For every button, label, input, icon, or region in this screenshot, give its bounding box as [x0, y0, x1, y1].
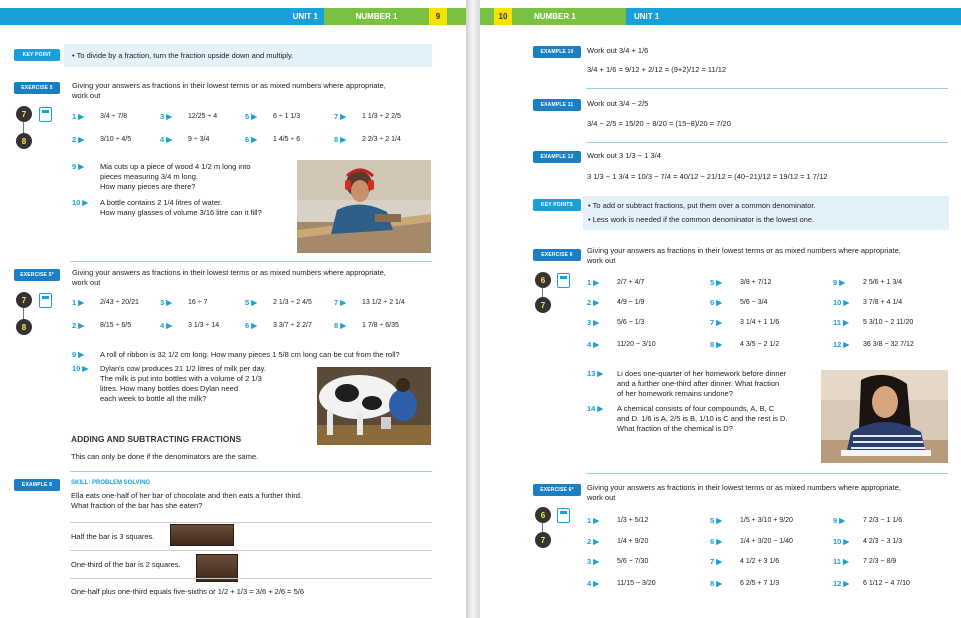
section-heading: ADDING AND SUBTRACTING FRACTIONS — [71, 434, 242, 444]
example-10-label: EXAMPLE 10 — [533, 46, 581, 58]
question-number: 2 ▶ — [587, 537, 600, 546]
question-number: 11 ▶ — [833, 318, 849, 327]
question-number: 7 ▶ — [334, 298, 347, 307]
divider — [70, 522, 432, 523]
example-text: Half the bar is 3 squares. — [71, 532, 155, 541]
example-text: One-third of the bar is 2 squares. — [71, 560, 181, 569]
fraction-expression: 5/6 − 1/3 — [617, 318, 645, 326]
question-number: 2 ▶ — [587, 298, 600, 307]
exercise-5-star-intro: Giving your answers as fractions in their lowest terms or as mixed numbers where appropriate, work out — [72, 268, 386, 287]
question-number: 7 ▶ — [710, 557, 723, 566]
question-text: Dylan's cow produces 21 1/2 litres of milk per day. — [100, 364, 266, 373]
question-text: A chemical consists of four compounds, A, B, C — [617, 404, 775, 413]
question-number: 4 ▶ — [587, 340, 600, 349]
question-number: 5 ▶ — [710, 516, 723, 525]
fraction-expression: 12/25 ÷ 4 — [188, 112, 218, 120]
exercise-6-intro: Giving your answers as fractions in their lowest terms or as mixed numbers where appropriate, work out — [587, 246, 901, 265]
question-text: litres. How many bottles does Dylan need — [100, 384, 238, 393]
fraction-expression: 2/7 + 4/7 — [617, 278, 645, 286]
fraction-expression: 36 3/8 − 32 7/12 — [863, 340, 914, 348]
question-text: of her homework remains undone? — [617, 389, 733, 398]
question-number: 10 ▶ — [72, 364, 89, 373]
level-6-icon: 6 — [535, 507, 551, 523]
fraction-expression: 2 1/3 ÷ 2 4/5 — [273, 298, 312, 306]
fraction-expression: 2 5/6 + 1 3/4 — [863, 278, 903, 286]
fraction-expression: 6 2/5 + 7 1/3 — [740, 579, 780, 587]
question-number: 14 ▶ — [587, 404, 604, 413]
level-8-icon: 8 — [16, 319, 32, 335]
level-connector-line — [542, 288, 543, 297]
question-text: A roll of ribbon is 32 1/2 cm long. How many pieces 1 5/8 cm long can be cut from the roll? — [100, 350, 400, 359]
fraction-expression: 1/4 + 3/20 − 1/40 — [740, 537, 793, 545]
question-text: How many glasses of volume 3/16 litre can it fill? — [100, 208, 262, 217]
example-prompt: Work out 3/4 − 2/5 — [587, 99, 649, 108]
header-tail — [447, 8, 466, 25]
fraction-expression: 2 2/3 ÷ 2 1/4 — [362, 135, 401, 143]
fraction-expression: 1 4/5 ÷ 6 — [273, 135, 301, 143]
question-number: 4 ▶ — [587, 579, 600, 588]
fraction-expression: 8/15 ÷ 6/5 — [100, 321, 132, 329]
question-number: 9 ▶ — [72, 162, 85, 171]
exercise-6-star-label: EXERCISE 6* — [533, 484, 581, 496]
fraction-expression: 6 1/12 − 4 7/10 — [863, 579, 910, 587]
fraction-expression: 1/4 + 9/20 — [617, 537, 649, 545]
header-unit — [0, 8, 324, 25]
level-8-icon: 8 — [16, 133, 32, 149]
question-text: each week to bottle all the milk? — [100, 394, 207, 403]
question-number: 3 ▶ — [587, 318, 600, 327]
section-divider — [70, 261, 432, 262]
question-number: 10 ▶ — [72, 198, 89, 207]
question-number: 1 ▶ — [72, 112, 85, 121]
question-text: and D. 1/6 is A, 2/5 is B, 1/10 is C and the rest is D. — [617, 414, 788, 423]
question-number: 5 ▶ — [245, 112, 258, 121]
question-number: 6 ▶ — [710, 298, 723, 307]
question-number: 3 ▶ — [587, 557, 600, 566]
header-number-text: NUMBER 1 — [534, 12, 576, 21]
question-number: 4 ▶ — [160, 321, 173, 330]
question-text: The milk is put into bottles with a volume of 2 1/3 — [100, 374, 262, 383]
question-text: pieces measuring 3/4 m long. — [100, 172, 198, 181]
question-number: 9 ▶ — [72, 350, 85, 359]
question-number: 6 ▶ — [245, 135, 258, 144]
fraction-expression: 7 2/3 − 8/9 — [863, 557, 897, 565]
exercise-6-label: EXERCISE 6 — [533, 249, 581, 261]
level-6-icon: 6 — [535, 272, 551, 288]
exercise-5-label: EXERCISE 5 — [14, 82, 60, 94]
calculator-icon — [557, 508, 570, 523]
chocolate-bar-half — [170, 524, 234, 546]
calculator-crossed-icon — [39, 107, 52, 122]
example-prompt: Work out 3/4 + 1/6 — [587, 46, 649, 55]
question-number: 7 ▶ — [334, 112, 347, 121]
example-text: One-half plus one-third equals five-sixths or 1/2 + 1/3 = 3/6 + 2/6 = 5/6 — [71, 587, 305, 596]
question-number: 8 ▶ — [334, 135, 347, 144]
question-text: Li does one-quarter of her homework before dinner — [617, 369, 787, 378]
example-text: What fraction of the bar has she eaten? — [71, 501, 203, 510]
fraction-expression: 13 1/2 ÷ 2 1/4 — [362, 298, 405, 306]
question-number: 1 ▶ — [587, 516, 600, 525]
header-page-number — [429, 8, 447, 25]
fraction-expression: 1 1/3 ÷ 2 2/5 — [362, 112, 401, 120]
fraction-expression: 3 7/8 + 4 1/4 — [863, 298, 903, 306]
fraction-expression: 3 3/7 ÷ 2 2/7 — [273, 321, 312, 329]
photo-studying-girl — [821, 370, 948, 463]
question-number: 5 ▶ — [245, 298, 258, 307]
header-page-number — [494, 8, 512, 25]
question-number: 3 ▶ — [160, 112, 173, 121]
question-number: 8 ▶ — [710, 579, 723, 588]
question-number: 7 ▶ — [710, 318, 723, 327]
fraction-expression: 4 2/3 − 3 1/3 — [863, 537, 903, 545]
fraction-expression: 3/10 ÷ 4/5 — [100, 135, 132, 143]
key-point-text: • To divide by a fraction, turn the fraction upside down and multiply. — [72, 51, 294, 60]
section-divider — [586, 473, 948, 474]
question-number: 12 ▶ — [833, 340, 850, 349]
exercise-6-star-intro: Giving your answers as fractions in their lowest terms or as mixed numbers where appropriate, work out — [587, 483, 901, 502]
fraction-expression: 5 3/10 − 2 11/20 — [863, 318, 914, 326]
photo-milking-cow — [317, 367, 431, 445]
exercise-5-star-label: EXERCISE 5* — [14, 269, 60, 281]
question-number: 4 ▶ — [160, 135, 173, 144]
section-divider — [586, 142, 948, 143]
section-subtitle: This can only be done if the denominators are the same. — [71, 452, 259, 461]
fraction-expression: 3 1/3 ÷ 14 — [188, 321, 220, 329]
exercise-5-intro: Giving your answers as fractions in their lowest terms or as mixed numbers where appropriate, work out — [72, 81, 386, 100]
calculator-crossed-icon — [557, 273, 570, 288]
divider — [70, 550, 432, 551]
example-working: 3/4 − 2/5 = 15/20 − 8/20 = (15−8)/20 = 7/20 — [587, 119, 731, 128]
level-7-icon: 7 — [16, 106, 32, 122]
key-points-label: KEY POINTS — [533, 199, 581, 211]
question-number: 8 ▶ — [334, 321, 347, 330]
header-number-text: NUMBER 1 — [355, 12, 398, 21]
calculator-icon — [39, 293, 52, 308]
example-working: 3/4 + 1/6 = 9/12 + 2/12 = (9+2)/12 = 11/12 — [587, 65, 727, 74]
fraction-expression: 4 1/2 + 3 1/6 — [740, 557, 780, 565]
example-11-label: EXAMPLE 11 — [533, 99, 581, 111]
photo-woodwork — [297, 160, 431, 253]
question-number: 10 ▶ — [833, 537, 850, 546]
question-number: 5 ▶ — [710, 278, 723, 287]
question-number: 2 ▶ — [72, 321, 85, 330]
level-connector-line — [23, 122, 24, 133]
section-divider — [586, 88, 948, 89]
question-number: 3 ▶ — [160, 298, 173, 307]
question-text: How many pieces are there? — [100, 182, 196, 191]
header-number — [512, 8, 626, 25]
level-7-icon: 7 — [535, 297, 551, 313]
question-number: 12 ▶ — [833, 579, 850, 588]
question-number: 9 ▶ — [833, 516, 846, 525]
question-number: 9 ▶ — [833, 278, 846, 287]
photo-studying-girl-image — [821, 370, 948, 463]
fraction-expression: 1/5 + 3/10 + 9/20 — [740, 516, 793, 524]
page-number-text: 9 — [435, 12, 441, 21]
example-working: 3 1/3 − 1 3/4 = 10/3 − 7/4 = 40/12 − 21/12 = (40−21)/12 = 19/12 = 1 7/12 — [587, 172, 828, 181]
example-prompt: Work out 3 1/3 − 1 3/4 — [587, 151, 661, 160]
level-connector-line — [542, 523, 543, 532]
divider — [70, 578, 432, 579]
fraction-expression: 7 2/3 − 1 1/6 — [863, 516, 903, 524]
level-7-icon: 7 — [535, 532, 551, 548]
header-tail — [480, 8, 494, 25]
fraction-expression: 1 7/8 ÷ 6/35 — [362, 321, 399, 329]
example-12-label: EXAMPLE 12 — [533, 151, 581, 163]
fraction-expression: 4/9 − 1/9 — [617, 298, 645, 306]
example-text: Ella eats one-half of her bar of chocolate and then eats a further third. — [71, 491, 302, 500]
key-point-label: KEY POINT — [14, 49, 60, 61]
header-number — [324, 8, 429, 25]
key-point-text: • Less work is needed if the common denominator is the lowest one. — [588, 215, 815, 224]
photo-woodwork-image — [297, 160, 431, 253]
question-number: 6 ▶ — [245, 321, 258, 330]
question-text: Mia cuts up a piece of wood 4 1/2 m long into — [100, 162, 251, 171]
header-unit — [626, 8, 961, 25]
right-page — [480, 0, 961, 618]
fraction-expression: 5/6 − 7/30 — [617, 557, 649, 565]
header-unit-text: UNIT 1 — [634, 12, 660, 21]
fraction-expression: 16 ÷ 7 — [188, 298, 208, 306]
header-unit-text: UNIT 1 — [292, 12, 318, 21]
left-page — [0, 0, 466, 618]
fraction-expression: 5/6 − 3/4 — [740, 298, 768, 306]
fraction-expression: 1/3 + 5/12 — [617, 516, 649, 524]
question-number: 6 ▶ — [710, 537, 723, 546]
fraction-expression: 11/15 − 3/20 — [617, 579, 656, 587]
section-divider — [70, 471, 432, 472]
question-text: A bottle contains 2 1/4 litres of water. — [100, 198, 223, 207]
level-7-icon: 7 — [16, 292, 32, 308]
fraction-expression: 3/4 ÷ 7/8 — [100, 112, 128, 120]
question-number: 11 ▶ — [833, 557, 849, 566]
fraction-expression: 6 ÷ 1 1/3 — [273, 112, 301, 120]
fraction-expression: 9 ÷ 3/4 — [188, 135, 210, 143]
fraction-expression: 3 1/4 + 1 1/6 — [740, 318, 780, 326]
photo-milking-cow-image — [317, 367, 431, 445]
fraction-expression: 2/43 ÷ 20/21 — [100, 298, 139, 306]
question-number: 13 ▶ — [587, 369, 604, 378]
page-number-text: 10 — [498, 12, 508, 21]
key-point-text: • To add or subtract fractions, put them over a common denominator. — [588, 201, 816, 210]
question-text: and a further one-third after dinner. What fraction — [617, 379, 780, 388]
example-9-label: EXAMPLE 9 — [14, 479, 60, 491]
question-number: 1 ▶ — [587, 278, 600, 287]
fraction-expression: 3/8 + 7/12 — [740, 278, 772, 286]
book-spine — [466, 0, 480, 618]
question-text: What fraction of the chemical is D? — [617, 424, 733, 433]
question-number: 8 ▶ — [710, 340, 723, 349]
level-connector-line — [23, 308, 24, 319]
skill-label: SKILL: PROBLEM SOLVING — [71, 480, 151, 486]
question-number: 2 ▶ — [72, 135, 85, 144]
fraction-expression: 11/20 − 3/10 — [617, 340, 656, 348]
question-number: 10 ▶ — [833, 298, 850, 307]
question-number: 1 ▶ — [72, 298, 85, 307]
fraction-expression: 4 3/5 − 2 1/2 — [740, 340, 780, 348]
